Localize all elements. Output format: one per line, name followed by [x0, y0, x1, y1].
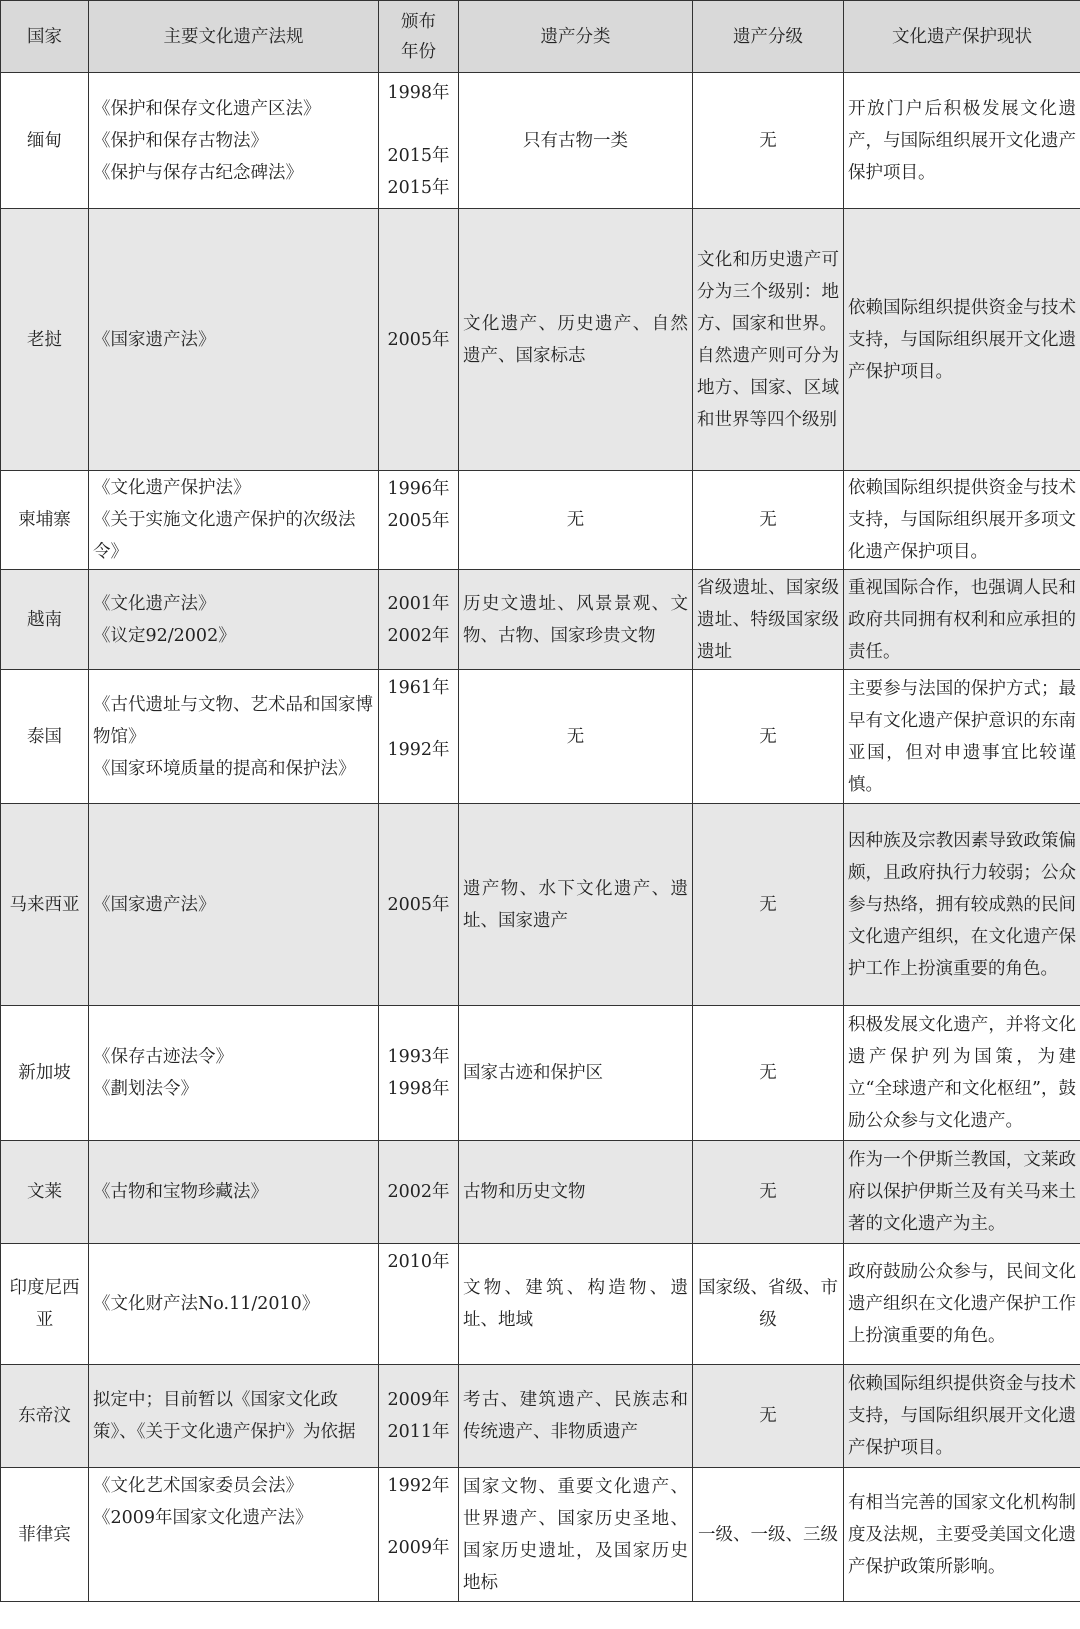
status-cell: 开放门户后积极发展文化遗产，与国际组织展开文化遗产保护项目。	[844, 73, 1080, 209]
country-cell: 印度尼西亚	[1, 1244, 89, 1365]
table-row	[1, 804, 1080, 1006]
year-cell	[379, 570, 459, 670]
laws-cell	[89, 570, 379, 670]
classification-cell: 历史文遗址、风景景观、文物、古物、国家珍贵文物	[459, 570, 693, 670]
grading-cell: 无	[693, 73, 844, 209]
law-item: 《国家遗产法》	[93, 329, 216, 350]
year-cell: 2002年	[379, 1141, 459, 1244]
law-item: 《文化遗产保护法》	[93, 478, 251, 498]
laws-cell	[89, 1365, 379, 1468]
year-cell: 2010年	[379, 1244, 459, 1365]
laws-cell	[89, 209, 379, 471]
table-row	[1, 73, 1080, 209]
year-item: 1992年	[387, 740, 450, 760]
year-item: 2009年	[387, 1538, 450, 1558]
header-laws: 主要文化遗产法规	[89, 1, 379, 73]
law-item: 《保护与保存古纪念碑法》	[93, 162, 303, 183]
year-item: 2015年	[387, 178, 450, 198]
year-item: 1992年	[387, 1476, 450, 1496]
grading-cell: 一级、一级、三级	[693, 1468, 844, 1602]
year-cell	[379, 1365, 459, 1468]
year-item: 1998年	[387, 1079, 450, 1099]
country-cell: 东帝汶	[1, 1365, 89, 1468]
header-status: 文化遗产保护现状	[844, 1, 1080, 73]
year-cell: 2005年	[379, 804, 459, 1006]
country-cell: 文莱	[1, 1141, 89, 1244]
country-cell: 越南	[1, 570, 89, 670]
country-cell: 缅甸	[1, 73, 89, 209]
laws-cell	[89, 1006, 379, 1141]
law-item: 《国家遗产法》	[93, 894, 216, 915]
country-cell: 柬埔寨	[1, 471, 89, 570]
grading-cell: 国家级、省级、市级	[693, 1244, 844, 1365]
law-item: 《古物和宝物珍藏法》	[93, 1182, 268, 1202]
law-item: 《保存古迹法令》	[93, 1047, 233, 1067]
law-item: 《国家环境质量的提高和保护法》	[93, 758, 356, 779]
table-header-row	[1, 1, 1080, 73]
table-row	[1, 1141, 1080, 1244]
year-cell: 2005年	[379, 209, 459, 471]
status-cell: 积极发展文化遗产，并将文化遗产保护列为国策，为建立“全球遗产和文化枢纽”，鼓励公众参与文化遗产。	[844, 1006, 1080, 1141]
grading-cell: 省级遗址、国家级遗址、特级国家级遗址	[693, 570, 844, 670]
classification-cell: 古物和历史文物	[459, 1141, 693, 1244]
law-item: 《古代遗址与文物、艺术品和国家博物馆》	[93, 694, 373, 747]
classification-cell: 遗产物、水下文化遗产、遗址、国家遗产	[459, 804, 693, 1006]
header-grading: 遗产分级	[693, 1, 844, 73]
status-cell: 依赖国际组织提供资金与技术支持，与国际组织展开文化遗产保护项目。	[844, 209, 1080, 471]
grading-item: 自然遗产则可分为地方、国家、区域和世界等四个级别	[697, 345, 839, 430]
header-year-line2: 年份	[401, 41, 436, 62]
year-item: 2005年	[387, 511, 450, 531]
table-row	[1, 1365, 1080, 1468]
grading-cell: 无	[693, 670, 844, 804]
law-item: 拟定中；目前暂以《国家文化政策》、《关于文化遗产保护》为依据	[93, 1390, 356, 1442]
classification-cell: 国家文物、重要文化遗产、世界遗产、国家历史圣地、国家历史遗址，及国家历史地标	[459, 1468, 693, 1602]
classification-cell: 无	[459, 670, 693, 804]
status-cell: 重视国际合作，也强调人民和政府共同拥有权利和应承担的责任。	[844, 570, 1080, 670]
year-cell	[379, 670, 459, 804]
year-item: 1961年	[387, 678, 450, 698]
table-row	[1, 1006, 1080, 1141]
classification-cell: 考古、建筑遗产、民族志和传统遗产、非物质遗产	[459, 1365, 693, 1468]
year-item: 1993年	[387, 1047, 450, 1067]
status-cell: 主要参与法国的保护方式；最早有文化遗产保护意识的东南亚国，但对申遗事宜比较谨慎。	[844, 670, 1080, 804]
status-cell: 政府鼓励公众参与，民间文化遗产组织在文化遗产保护工作上扮演重要的角色。	[844, 1244, 1080, 1365]
year-item: 2009年	[387, 1390, 450, 1410]
law-item: 《保护和保存古物法》	[93, 130, 268, 151]
year-group	[379, 140, 458, 204]
country-cell: 泰国	[1, 670, 89, 804]
laws-cell	[89, 1244, 379, 1365]
status-cell: 依赖国际组织提供资金与技术支持，与国际组织展开多项文化遗产保护项目。	[844, 471, 1080, 570]
status-cell: 依赖国际组织提供资金与技术支持，与国际组织展开文化遗产保护项目。	[844, 1365, 1080, 1468]
law-item: 《议定92/2002》	[93, 625, 236, 646]
year-cell	[379, 471, 459, 570]
year-item: 2011年	[387, 1422, 450, 1442]
country-cell: 老挝	[1, 209, 89, 471]
laws-cell	[89, 73, 379, 209]
grading-cell: 无	[693, 471, 844, 570]
law-item: 《劃划法令》	[93, 1079, 198, 1099]
year-item: 1998年	[387, 83, 450, 103]
grading-cell: 无	[693, 1006, 844, 1141]
status-cell: 作为一个伊斯兰教国，文莱政府以保护伊斯兰及有关马来土著的文化遗产为主。	[844, 1141, 1080, 1244]
header-year	[379, 1, 459, 73]
header-year-line1: 颁布	[401, 11, 436, 32]
law-item: 《文化财产法No.11/2010》	[93, 1294, 320, 1314]
law-item: 《文化艺术国家委员会法》	[93, 1476, 303, 1496]
country-cell: 马来西亚	[1, 804, 89, 1006]
classification-cell: 国家古迹和保护区	[459, 1006, 693, 1141]
grading-cell: 无	[693, 1141, 844, 1244]
laws-cell	[89, 1468, 379, 1602]
law-item: 《2009年国家文化遗产法》	[93, 1508, 313, 1528]
grading-cell	[693, 209, 844, 471]
laws-cell	[89, 1141, 379, 1244]
law-item: 《保护和保存文化遗产区法》	[93, 98, 321, 119]
classification-cell: 只有古物一类	[459, 73, 693, 209]
laws-cell	[89, 471, 379, 570]
laws-cell	[89, 804, 379, 1006]
grading-item: 文化和历史遗产可分为三个级别：地方、国家和世界。	[697, 249, 839, 334]
classification-cell: 文物、建筑、构造物、遗址、地域	[459, 1244, 693, 1365]
table-row	[1, 1244, 1080, 1365]
header-country: 国家	[1, 1, 89, 73]
classification-cell: 文化遗产、历史遗产、自然遗产、国家标志	[459, 209, 693, 471]
classification-cell: 无	[459, 471, 693, 570]
country-cell: 菲律宾	[1, 1468, 89, 1602]
header-classification: 遗产分类	[459, 1, 693, 73]
table-row	[1, 209, 1080, 471]
law-item: 《关于实施文化遗产保护的次级法令》	[93, 510, 356, 562]
grading-cell: 无	[693, 804, 844, 1006]
year-item: 2002年	[387, 625, 450, 646]
law-item: 《文化遗产法》	[93, 593, 216, 614]
year-cell	[379, 1468, 459, 1602]
table-row	[1, 670, 1080, 804]
year-cell	[379, 1006, 459, 1141]
table-row	[1, 570, 1080, 670]
status-cell: 因种族及宗教因素导致政策偏颇，且政府执行力较弱；公众参与热络，拥有较成熟的民间文化遗产组织，在文化遗产保护工作上扮演重要的角色。	[844, 804, 1080, 1006]
year-item: 1996年	[387, 479, 450, 499]
laws-cell	[89, 670, 379, 804]
year-cell	[379, 73, 459, 209]
table-row	[1, 471, 1080, 570]
year-item: 2001年	[387, 593, 450, 614]
country-cell: 新加坡	[1, 1006, 89, 1141]
grading-cell: 无	[693, 1365, 844, 1468]
year-item: 2015年	[387, 146, 450, 166]
status-cell: 有相当完善的国家文化机构制度及法规，主要受美国文化遗产保护政策所影响。	[844, 1468, 1080, 1602]
table-row	[1, 1468, 1080, 1602]
